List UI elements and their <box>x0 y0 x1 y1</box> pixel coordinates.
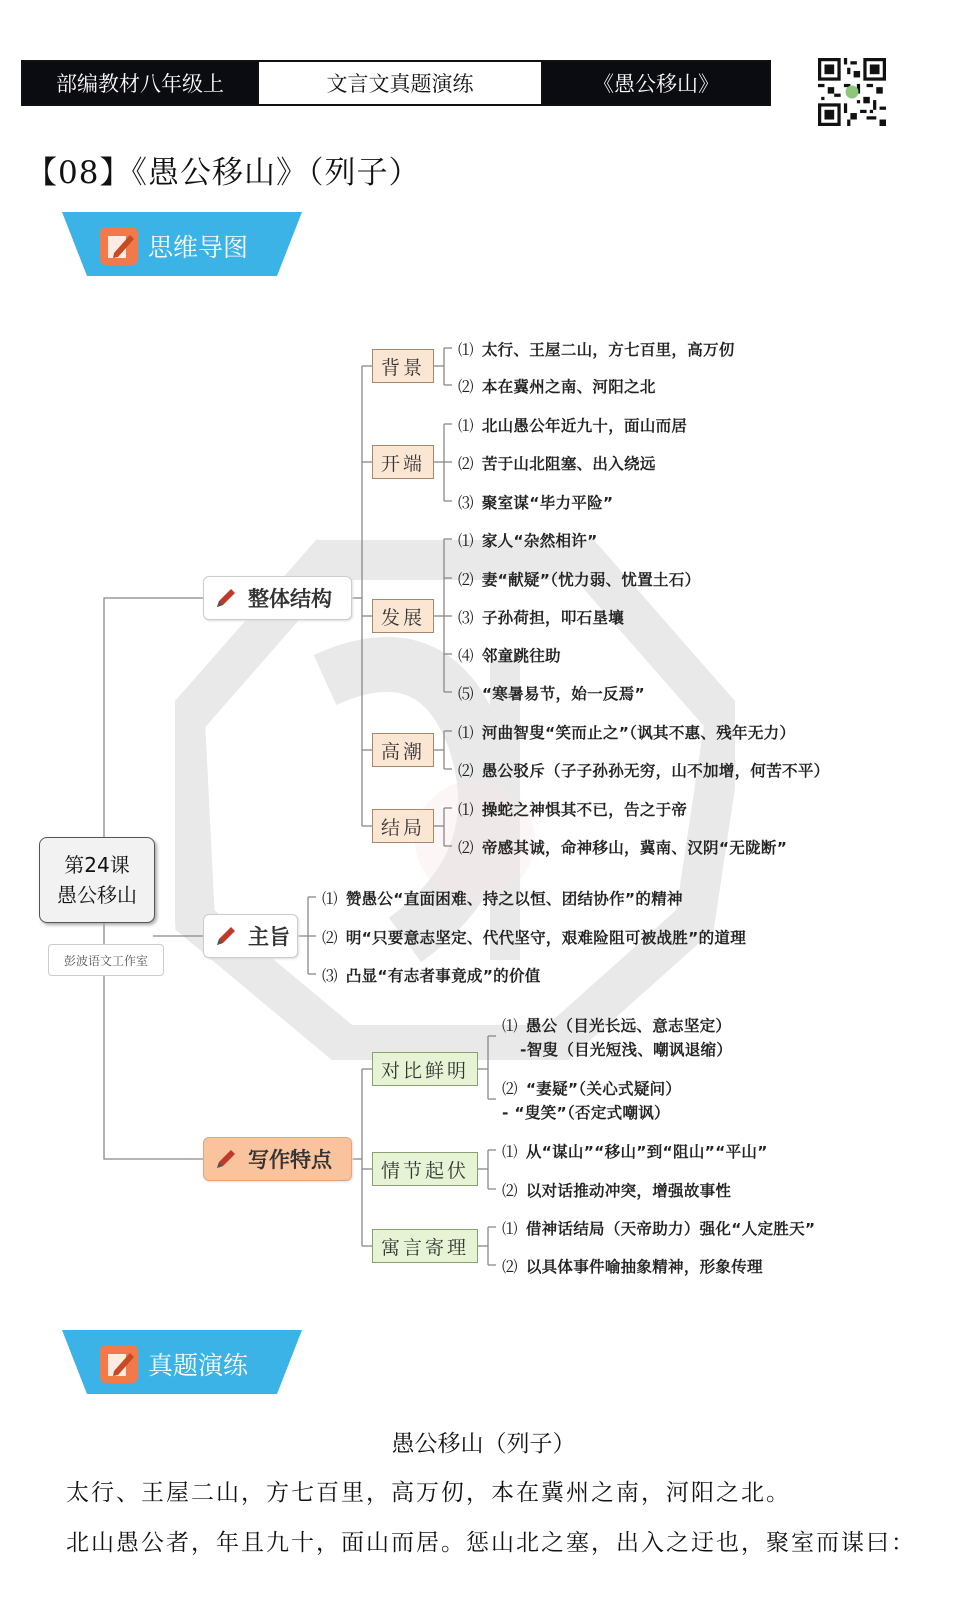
node-climax: 高潮 <box>372 733 434 767</box>
root-lesson-number: 第24课 <box>64 853 130 877</box>
leaf-item: ⑵ 以对话推动冲突，增强故事性 <box>502 1182 732 1200</box>
node-background: 背景 <box>372 349 434 383</box>
node-ending: 结局 <box>372 809 434 843</box>
node-plot: 情节起伏 <box>372 1152 478 1186</box>
banner-label: 真题演练 <box>148 1351 249 1380</box>
passage-title: 愚公移山（列子） <box>391 1431 576 1457</box>
header-subject: 文言文真题演练 <box>257 62 543 104</box>
practice-banner <box>62 1330 302 1394</box>
leaf-item: ⑴ 借神话结局（天帝助力）强化“人定胜天” <box>502 1220 816 1238</box>
leaf-item: ⑵ 妻“献疑”（忧力弱、忧置土石） <box>458 571 701 589</box>
mindmap-root <box>39 837 155 923</box>
leaf-item: ⑵ 明“只要意志坚定、代代坚守，艰难险阻可被战胜”的道理 <box>322 929 746 947</box>
passage-line: 北山愚公者，年且九十，面山而居。惩山北之塞，出入之迂也，聚室而谋曰： <box>66 1530 916 1556</box>
branch-label: 主旨 <box>248 925 290 949</box>
root-lesson-title: 愚公移山 <box>57 883 137 907</box>
leaf-item: ⑵ 帝感其诚，命神移山，冀南、汉阴“无陇断” <box>458 839 788 857</box>
leaf-item: ⑴ 太行、王屋二山，方七百里，高万仞 <box>458 341 735 359</box>
leaf-item: ⑵ “妻疑”（关心式疑问） <box>502 1080 682 1098</box>
leaf-item: ⑶ 子孙荷担，叩石垦壤 <box>458 609 625 627</box>
pencil-icon <box>214 924 238 948</box>
leaf-item: ⑸ “寒暑易节，始一反焉” <box>458 685 645 703</box>
studio-tag: 彭波语文工作室 <box>48 944 164 976</box>
node-development: 发展 <box>372 599 434 633</box>
leaf-item: - “叟笑”（否定式嘲讽） <box>502 1104 670 1122</box>
leaf-item: ⑴ 家人“杂然相许” <box>458 532 598 550</box>
branch-label: 写作特点 <box>248 1148 332 1172</box>
passage-line: 太行、王屋二山，方七百里，高万仞，本在冀州之南，河阳之北。 <box>66 1480 791 1506</box>
leaf-item: ⑴ 北山愚公年近九十，面山而居 <box>458 417 688 435</box>
banner-label: 思维导图 <box>148 233 249 262</box>
leaf-item: ⑵ 本在冀州之南、河阳之北 <box>458 378 656 396</box>
branch-label: 整体结构 <box>248 587 332 611</box>
leaf-item: -智叟（目光短浅、嘲讽退缩） <box>520 1041 733 1059</box>
header-grade: 部编教材八年级上 <box>23 62 257 104</box>
branch-structure <box>203 576 352 620</box>
header-lesson: 《愚公移山》 <box>543 62 769 104</box>
edit-note-icon <box>100 1345 138 1383</box>
node-beginning: 开端 <box>372 445 434 479</box>
leaf-item: ⑴ 操蛇之神惧其不已，告之于帝 <box>458 801 688 819</box>
leaf-item: ⑴ 从“谋山”“移山”到“阻山”“平山” <box>502 1143 768 1161</box>
leaf-item: ⑵ 以具体事件喻抽象精神，形象传理 <box>502 1258 763 1276</box>
leaf-item: ⑶ 聚室谋“毕力平险” <box>458 494 614 512</box>
leaf-item: ⑵ 苦于山北阻塞、出入绕远 <box>458 455 656 473</box>
branch-theme <box>203 914 298 958</box>
leaf-item: ⑴ 愚公（目光长远、意志坚定） <box>502 1017 732 1035</box>
pencil-icon <box>214 586 238 610</box>
node-allegory: 寓言寄理 <box>372 1229 478 1263</box>
page-title: 【08】《愚公移山》（列子） <box>26 155 421 191</box>
leaf-item: ⑴ 河曲智叟“笑而止之”（讽其不惠、残年无力） <box>458 724 796 742</box>
node-contrast: 对比鲜明 <box>372 1052 478 1086</box>
leaf-item: ⑶ 凸显“有志者事竟成”的价值 <box>322 967 541 985</box>
leaf-item: ⑷ 邻童跳往助 <box>458 647 561 665</box>
branch-writing <box>203 1137 352 1181</box>
leaf-item: ⑴ 赞愚公“直面困难、持之以恒、团结协作”的精神 <box>322 890 683 908</box>
leaf-item: ⑵ 愚公驳斥（子子孙孙无穷，山不加增，何苦不平） <box>458 762 830 780</box>
pencil-icon <box>214 1147 238 1171</box>
